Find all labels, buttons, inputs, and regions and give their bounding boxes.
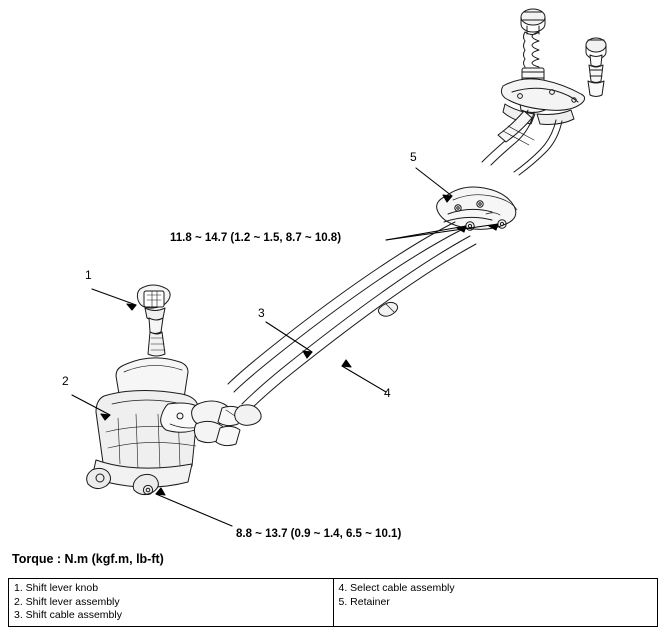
shift-and-select-cable-runs: [228, 222, 476, 412]
torque-note: Torque : N.m (kgf.m, lb-ft): [12, 552, 164, 566]
legend-right-cell: [333, 579, 658, 627]
shift-lever-assembly-torque-label: 8.8 ~ 13.7 (0.9 ~ 1.4, 6.5 ~ 10.1): [236, 528, 402, 540]
shift-lever-assembly-part: [87, 285, 261, 495]
callout-4: 4: [384, 386, 391, 400]
cable-end-fitting-group: [482, 9, 606, 175]
table-row: [9, 579, 658, 627]
list-item: 3. Shift cable assembly: [14, 609, 122, 621]
legend-left-cell: [9, 579, 334, 627]
retainer-torque-label: 11.8 ~ 14.7 (1.2 ~ 1.5, 8.7 ~ 10.8): [170, 232, 342, 244]
list-item: 2. Shift lever assembly: [14, 595, 120, 608]
list-item-spacer: [339, 609, 654, 623]
list-item: 1. Shift lever knob: [14, 582, 99, 594]
list-item: 5. Retainer: [338, 595, 390, 608]
list-item: 4. Select cable assembly: [338, 582, 455, 594]
callout-2: 2: [62, 374, 69, 388]
callout-5: 5: [410, 150, 417, 164]
callout-1: 1: [85, 268, 92, 282]
legend-table: [8, 578, 658, 627]
callout-3: 3: [258, 306, 265, 320]
